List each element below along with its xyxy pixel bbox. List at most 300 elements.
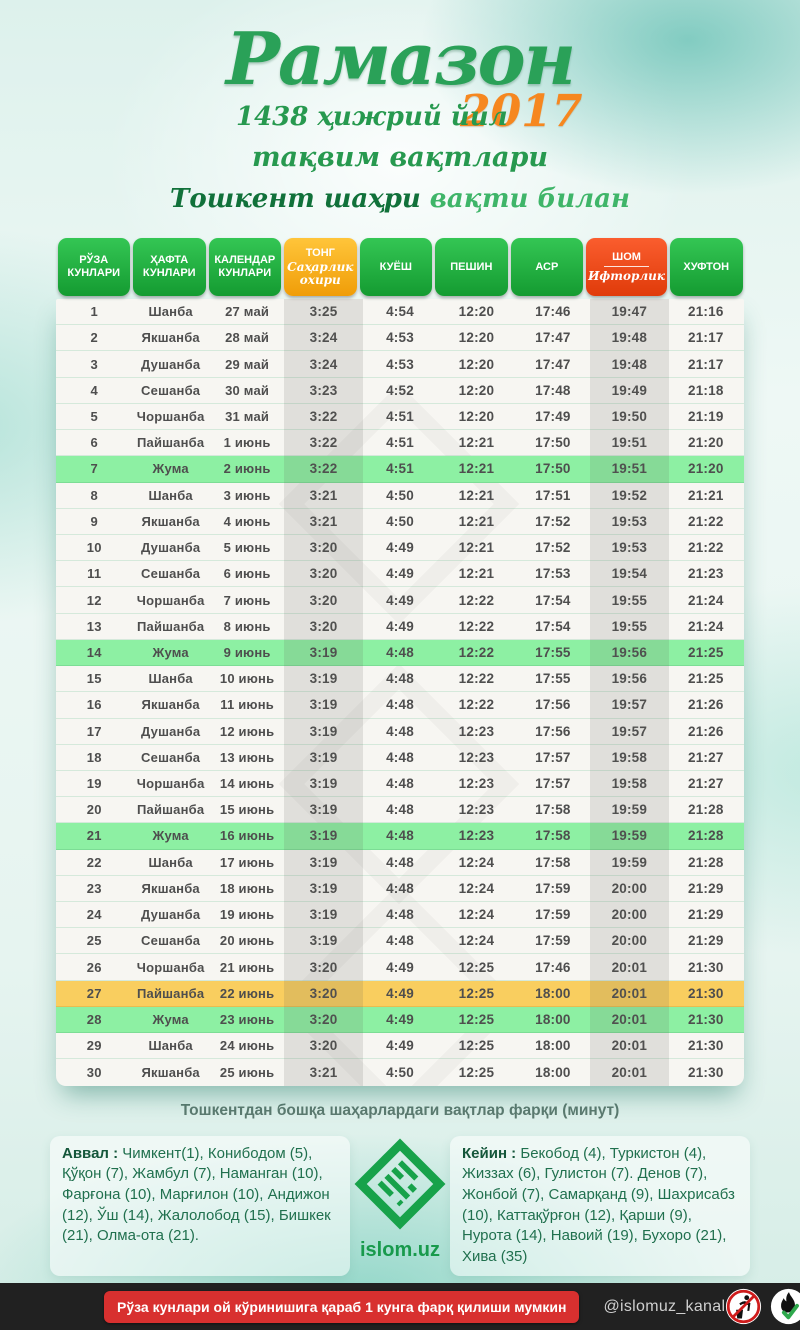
cell-time: 17:59 xyxy=(535,880,571,896)
cell-time: 12:25 xyxy=(458,985,495,1001)
cell-time: 3:19 xyxy=(309,933,338,949)
column-sublabel: Ифторлик xyxy=(588,269,665,284)
cell-time: 19:54 xyxy=(611,566,648,582)
cell-fast-day: 29 xyxy=(86,1038,102,1054)
cell-time: 12:23 xyxy=(458,802,495,818)
cell-time: 12:21 xyxy=(458,461,495,477)
table-row xyxy=(56,509,744,535)
table-row xyxy=(56,404,744,430)
cell-time: 17:57 xyxy=(535,749,571,765)
cell-weekday: Душанба xyxy=(141,907,201,923)
cell-time: 3:23 xyxy=(309,382,338,398)
cell-fast-day: 2 xyxy=(90,330,98,346)
cell-weekday: Якшанба xyxy=(141,880,200,896)
cell-time: 21:25 xyxy=(688,671,724,687)
cell-weekday: Жума xyxy=(152,828,189,844)
cell-time: 3:22 xyxy=(309,408,338,424)
cell-weekday: Шанба xyxy=(148,1038,193,1054)
poster-header xyxy=(0,0,800,234)
table-row xyxy=(56,902,744,928)
cell-time: 21:24 xyxy=(688,592,724,608)
cell-time: 4:48 xyxy=(386,802,414,818)
cell-time: 19:50 xyxy=(611,408,648,424)
cell-fast-day: 28 xyxy=(86,1012,102,1028)
city-time-subtitle xyxy=(0,184,800,214)
cell-time: 20:01 xyxy=(611,1038,648,1054)
cell-date: 6 июнь xyxy=(223,566,271,582)
cell-time: 17:49 xyxy=(535,408,571,424)
cell-time: 17:56 xyxy=(535,723,571,739)
cell-date: 8 июнь xyxy=(223,618,271,634)
cell-weekday: Чоршанба xyxy=(136,959,205,975)
cell-time: 3:19 xyxy=(309,723,338,739)
cell-date: 5 июнь xyxy=(223,540,271,556)
cell-fast-day: 18 xyxy=(86,749,102,765)
cell-time: 4:51 xyxy=(386,461,414,477)
column-label: КАЛЕНДАР КУНЛАРИ xyxy=(214,254,276,279)
table-row xyxy=(56,797,744,823)
cell-fast-day: 3 xyxy=(90,356,98,372)
table-row xyxy=(56,876,744,902)
cell-time: 19:55 xyxy=(611,618,648,634)
column-header-7 xyxy=(509,238,585,296)
column-sublabel: Саҳарлик охири xyxy=(287,260,354,287)
cell-time: 12:22 xyxy=(458,592,495,608)
cell-date: 4 июнь xyxy=(223,513,271,529)
cell-fast-day: 6 xyxy=(90,435,98,451)
cell-time: 20:01 xyxy=(611,1064,648,1080)
cell-time: 3:25 xyxy=(309,304,338,320)
table-row xyxy=(56,1007,744,1033)
cell-time: 17:47 xyxy=(535,356,571,372)
cell-weekday: Якшанба xyxy=(141,1064,200,1080)
cell-time: 12:21 xyxy=(458,435,495,451)
table-row xyxy=(56,378,744,404)
cell-weekday: Пайшанба xyxy=(136,802,205,818)
table-row xyxy=(56,483,744,509)
cell-time: 19:56 xyxy=(611,671,648,687)
cell-time: 21:24 xyxy=(688,618,724,634)
cell-weekday: Якшанба xyxy=(141,513,200,529)
city-time-suffix: вақти билан xyxy=(429,184,630,214)
cell-time: 4:48 xyxy=(386,907,414,923)
cell-date: 2 июнь xyxy=(223,461,271,477)
cell-time: 3:21 xyxy=(309,1064,338,1080)
cell-time: 4:48 xyxy=(386,671,414,687)
table-row xyxy=(56,954,744,980)
cell-time: 18:00 xyxy=(535,1038,571,1054)
cell-time: 3:19 xyxy=(309,802,338,818)
cell-time: 4:48 xyxy=(386,933,414,949)
table-body xyxy=(56,299,744,1086)
cell-time: 4:49 xyxy=(386,592,414,608)
before-cities-panel xyxy=(50,1136,350,1276)
before-cities-text: Чимкент(1), Конибодом (5), Қўқон (7), Жамбул (7), Наманган (10), Фарғона (10), Марғилон (10), Андижон (12), Ўш (14), Жалолобод (15), Бишкек (21), Олма-ота (21). xyxy=(62,1144,331,1245)
cell-time: 12:22 xyxy=(458,671,495,687)
cell-fast-day: 15 xyxy=(86,671,102,687)
cell-time: 20:01 xyxy=(611,985,648,1001)
cell-time: 3:19 xyxy=(309,776,338,792)
cell-time: 21:20 xyxy=(688,435,724,451)
cell-date: 11 июнь xyxy=(220,697,274,713)
cell-date: 27 май xyxy=(225,304,270,320)
cell-time: 17:55 xyxy=(535,671,571,687)
cell-date: 7 июнь xyxy=(223,592,271,608)
cell-time: 17:53 xyxy=(535,566,571,582)
cell-weekday: Пайшанба xyxy=(136,618,205,634)
cell-date: 17 июнь xyxy=(219,854,275,870)
cell-time: 19:53 xyxy=(611,540,648,556)
cell-date: 9 июнь xyxy=(223,644,271,660)
cell-time: 12:21 xyxy=(458,540,495,556)
table-row xyxy=(56,719,744,745)
column-label: АСР xyxy=(535,260,559,273)
cell-fast-day: 23 xyxy=(86,880,102,896)
cell-time: 12:24 xyxy=(458,907,495,923)
table-row xyxy=(56,823,744,849)
cell-fast-day: 9 xyxy=(90,513,98,529)
cell-time: 19:48 xyxy=(611,330,648,346)
column-header-3 xyxy=(207,238,283,296)
cell-weekday: Жума xyxy=(152,1012,189,1028)
table-row xyxy=(56,928,744,954)
cell-time: 21:22 xyxy=(688,540,724,556)
cell-time: 17:48 xyxy=(535,382,571,398)
cell-weekday: Якшанба xyxy=(141,697,200,713)
cell-time: 21:29 xyxy=(688,933,724,949)
column-label: ПЕШИН xyxy=(450,260,493,273)
cell-time: 12:24 xyxy=(458,880,495,896)
cell-fast-day: 10 xyxy=(86,540,102,556)
city-difference-section xyxy=(0,1102,800,1276)
cell-time: 17:52 xyxy=(535,513,571,529)
no-littering-icon xyxy=(725,1288,762,1325)
cell-fast-day: 19 xyxy=(86,776,102,792)
cell-time: 3:19 xyxy=(309,907,338,923)
cell-time: 3:20 xyxy=(309,618,338,634)
cell-date: 14 июнь xyxy=(219,776,275,792)
cell-time: 3:20 xyxy=(309,566,338,582)
cell-time: 12:23 xyxy=(458,723,495,739)
cell-time: 21:20 xyxy=(688,461,724,477)
cell-time: 3:20 xyxy=(309,540,338,556)
cell-fast-day: 22 xyxy=(86,854,102,870)
cell-time: 21:26 xyxy=(688,723,724,739)
year-label: 2017 xyxy=(460,86,583,137)
page-title: Рамазон xyxy=(225,16,575,101)
islomuz-site-label: islom.uz xyxy=(359,1238,440,1261)
cell-fast-day: 21 xyxy=(86,828,102,844)
cell-time: 3:21 xyxy=(309,487,338,503)
cell-time: 21:25 xyxy=(688,644,724,660)
cell-time: 19:55 xyxy=(611,592,648,608)
cell-time: 12:21 xyxy=(458,566,495,582)
cell-time: 19:53 xyxy=(611,513,648,529)
cell-time: 4:49 xyxy=(386,1012,414,1028)
after-cities-text: Бекобод (4), Туркистон (4), Жиззах (6), Гулистон (7). Денов (7), Жонбой (7), Самарқанд (9), Шахрисабз (10), Каттақўрғон (12), Қарши (9), Нурота (14), Навоий (19), Бухоро (21), Хива (35) xyxy=(462,1144,735,1265)
cell-time: 17:58 xyxy=(535,828,571,844)
table-row xyxy=(56,771,744,797)
cell-time: 21:27 xyxy=(688,749,724,765)
cell-time: 12:25 xyxy=(458,1064,495,1080)
cell-time: 12:25 xyxy=(458,959,495,975)
cell-time: 19:49 xyxy=(611,382,648,398)
cell-time: 12:20 xyxy=(458,356,495,372)
cell-time: 4:48 xyxy=(386,880,414,896)
cell-weekday: Пайшанба xyxy=(136,435,205,451)
table-row xyxy=(56,614,744,640)
cell-fast-day: 30 xyxy=(86,1064,102,1080)
cell-time: 21:18 xyxy=(688,382,724,398)
cell-time: 12:24 xyxy=(458,854,495,870)
cell-weekday: Сешанба xyxy=(141,933,201,949)
cell-time: 21:30 xyxy=(688,1012,724,1028)
cell-date: 28 май xyxy=(225,330,270,346)
table-row xyxy=(56,535,744,561)
cell-time: 20:00 xyxy=(611,933,648,949)
cell-time: 4:48 xyxy=(386,854,414,870)
cell-fast-day: 27 xyxy=(86,985,102,1001)
cell-time: 12:24 xyxy=(458,933,495,949)
cell-weekday: Сешанба xyxy=(141,566,201,582)
cell-time: 4:50 xyxy=(386,1064,414,1080)
cell-time: 19:52 xyxy=(611,487,648,503)
cell-time: 17:59 xyxy=(535,907,571,923)
table-row xyxy=(56,745,744,771)
cell-date: 23 июнь xyxy=(219,1012,275,1028)
cell-fast-day: 13 xyxy=(86,618,102,634)
cell-time: 17:57 xyxy=(535,776,571,792)
cell-time: 21:28 xyxy=(688,854,724,870)
cell-time: 19:57 xyxy=(611,723,648,739)
column-header-6 xyxy=(434,238,510,296)
table-row xyxy=(56,640,744,666)
cell-time: 3:20 xyxy=(309,1038,338,1054)
cell-time: 4:52 xyxy=(386,382,414,398)
cell-weekday: Шанба xyxy=(148,304,193,320)
cell-time: 17:50 xyxy=(535,461,571,477)
city-name: Тошкент шаҳри xyxy=(170,184,421,214)
cell-date: 22 июнь xyxy=(219,985,275,1001)
cell-time: 4:49 xyxy=(386,1038,414,1054)
cell-time: 17:51 xyxy=(535,487,571,503)
cell-date: 19 июнь xyxy=(219,907,275,923)
cell-time: 17:54 xyxy=(535,618,571,634)
cell-time: 3:19 xyxy=(309,671,338,687)
cell-time: 19:48 xyxy=(611,356,648,372)
cell-date: 21 июнь xyxy=(219,959,275,975)
cell-time: 20:00 xyxy=(611,880,648,896)
cell-time: 4:49 xyxy=(386,959,414,975)
column-label: ХУФТОН xyxy=(683,260,730,273)
cell-time: 4:51 xyxy=(386,408,414,424)
table-row xyxy=(56,981,744,1007)
cell-fast-day: 20 xyxy=(86,802,102,818)
cell-weekday: Пайшанба xyxy=(136,985,205,1001)
column-label: ҲАФТА КУНЛАРИ xyxy=(142,254,196,279)
cell-time: 19:58 xyxy=(611,776,648,792)
cell-fast-day: 12 xyxy=(86,592,102,608)
cell-time: 21:23 xyxy=(688,566,724,582)
cell-time: 3:20 xyxy=(309,985,338,1001)
cell-weekday: Сешанба xyxy=(141,382,201,398)
cell-time: 21:30 xyxy=(688,1064,724,1080)
cell-time: 21:19 xyxy=(688,408,724,424)
cell-time: 17:56 xyxy=(535,697,571,713)
cell-date: 16 июнь xyxy=(219,828,275,844)
cell-time: 18:00 xyxy=(535,1012,571,1028)
cell-time: 4:48 xyxy=(386,697,414,713)
table-row xyxy=(56,299,744,325)
footer-icons xyxy=(725,1288,800,1325)
cell-date: 18 июнь xyxy=(219,880,275,896)
column-label: КУЁШ xyxy=(379,260,412,273)
cell-time: 12:20 xyxy=(458,304,495,320)
cell-date: 20 июнь xyxy=(219,933,275,949)
table-row xyxy=(56,666,744,692)
cell-fast-day: 4 xyxy=(90,382,98,398)
telegram-channel-label: @islomuz_kanal xyxy=(603,1297,726,1315)
calendar-times-subtitle: тақвим вақтлари xyxy=(251,142,549,173)
cell-time: 19:51 xyxy=(611,435,648,451)
cell-time: 21:28 xyxy=(688,802,724,818)
cell-fast-day: 17 xyxy=(86,723,102,739)
table-row xyxy=(56,430,744,456)
cell-fast-day: 26 xyxy=(86,959,102,975)
cell-time: 3:22 xyxy=(309,435,338,451)
cell-time: 12:22 xyxy=(458,644,495,660)
moon-sighting-notice: Рўза кунлари ой кўринишига қараб 1 кунга фарқ қилиши мумкин xyxy=(104,1291,579,1323)
cell-time: 21:29 xyxy=(688,880,724,896)
cell-weekday: Шанба xyxy=(148,487,193,503)
cell-date: 12 июнь xyxy=(219,723,275,739)
table-row xyxy=(56,1033,744,1059)
cell-date: 24 июнь xyxy=(219,1038,275,1054)
cell-time: 12:23 xyxy=(458,828,495,844)
poster-footer xyxy=(0,1283,800,1330)
cell-time: 3:20 xyxy=(309,959,338,975)
cell-time: 17:52 xyxy=(535,540,571,556)
cell-time: 21:30 xyxy=(688,985,724,1001)
column-header-2 xyxy=(132,238,208,296)
cell-time: 3:19 xyxy=(309,749,338,765)
cell-time: 4:49 xyxy=(386,618,414,634)
cell-fast-day: 11 xyxy=(87,566,102,582)
flame-check-icon xyxy=(770,1288,800,1325)
cell-weekday: Жума xyxy=(152,644,189,660)
cell-time: 18:00 xyxy=(535,985,571,1001)
table-row xyxy=(56,1059,744,1085)
cell-time: 21:16 xyxy=(688,304,724,320)
cell-time: 17:47 xyxy=(535,330,571,346)
cell-time: 3:19 xyxy=(309,697,338,713)
cell-time: 3:21 xyxy=(309,513,338,529)
table-row xyxy=(56,351,744,377)
cell-weekday: Жума xyxy=(152,461,189,477)
table-header-row xyxy=(56,238,744,296)
cell-time: 17:54 xyxy=(535,592,571,608)
cell-weekday: Якшанба xyxy=(141,330,200,346)
cell-time: 12:25 xyxy=(458,1038,495,1054)
cell-time: 19:47 xyxy=(611,304,648,320)
cell-time: 4:50 xyxy=(386,513,414,529)
cell-time: 19:58 xyxy=(611,749,648,765)
cell-time: 19:56 xyxy=(611,644,648,660)
cell-weekday: Чоршанба xyxy=(136,408,205,424)
cell-time: 20:00 xyxy=(611,907,648,923)
cell-weekday: Душанба xyxy=(141,723,201,739)
cell-date: 3 июнь xyxy=(223,487,271,503)
cell-time: 4:49 xyxy=(386,566,414,582)
prayer-times-table xyxy=(56,238,744,1086)
cell-time: 4:48 xyxy=(386,749,414,765)
cell-time: 20:01 xyxy=(611,959,648,975)
cell-fast-day: 7 xyxy=(90,461,98,477)
cell-time: 12:21 xyxy=(458,513,495,529)
cell-time: 12:25 xyxy=(458,1012,495,1028)
cell-time: 3:22 xyxy=(309,461,338,477)
cell-time: 21:28 xyxy=(688,828,724,844)
cell-date: 13 июнь xyxy=(219,749,275,765)
cell-time: 3:19 xyxy=(309,880,338,896)
cell-time: 4:49 xyxy=(386,540,414,556)
cell-fast-day: 1 xyxy=(90,304,98,320)
cell-time: 3:24 xyxy=(309,330,338,346)
cell-fast-day: 16 xyxy=(86,697,102,713)
city-difference-title: Тошкентдан бошқа шаҳарлардаги вақтлар фарқи (минут) xyxy=(180,1101,620,1119)
cell-weekday: Чоршанба xyxy=(136,776,205,792)
cell-time: 17:46 xyxy=(535,304,571,320)
cell-time: 12:20 xyxy=(458,382,495,398)
cell-time: 17:58 xyxy=(535,854,571,870)
table-row xyxy=(56,850,744,876)
cell-date: 15 июнь xyxy=(219,802,275,818)
cell-date: 30 май xyxy=(225,382,270,398)
cell-time: 21:30 xyxy=(688,1038,724,1054)
cell-time: 17:58 xyxy=(535,802,571,818)
cell-time: 21:30 xyxy=(688,959,724,975)
cell-time: 17:59 xyxy=(535,933,571,949)
cell-time: 4:48 xyxy=(386,776,414,792)
islomuz-kufic-logo-icon xyxy=(352,1136,448,1232)
cell-time: 4:50 xyxy=(386,487,414,503)
cell-date: 25 июнь xyxy=(219,1064,275,1080)
table-row xyxy=(56,587,744,613)
cell-time: 17:46 xyxy=(535,959,571,975)
cell-fast-day: 14 xyxy=(86,644,102,660)
cell-time: 4:48 xyxy=(386,644,414,660)
cell-time: 21:27 xyxy=(688,776,724,792)
cell-time: 3:19 xyxy=(309,644,338,660)
cell-time: 4:51 xyxy=(386,435,414,451)
cell-time: 4:48 xyxy=(386,723,414,739)
cell-time: 21:22 xyxy=(688,513,724,529)
cell-date: 31 май xyxy=(225,408,270,424)
cell-time: 12:23 xyxy=(458,749,495,765)
hijri-year-subtitle: 1438 ҳижрий йил xyxy=(236,102,508,132)
cell-time: 17:50 xyxy=(535,435,571,451)
table-row xyxy=(56,561,744,587)
cell-time: 4:48 xyxy=(386,828,414,844)
cell-fast-day: 24 xyxy=(86,907,102,923)
cell-time: 12:22 xyxy=(458,697,495,713)
cell-time: 19:51 xyxy=(611,461,648,477)
cell-weekday: Шанба xyxy=(148,671,193,687)
cell-time: 18:00 xyxy=(535,1064,571,1080)
cell-weekday: Душанба xyxy=(141,540,201,556)
cell-weekday: Чоршанба xyxy=(136,592,205,608)
cell-fast-day: 25 xyxy=(86,933,102,949)
